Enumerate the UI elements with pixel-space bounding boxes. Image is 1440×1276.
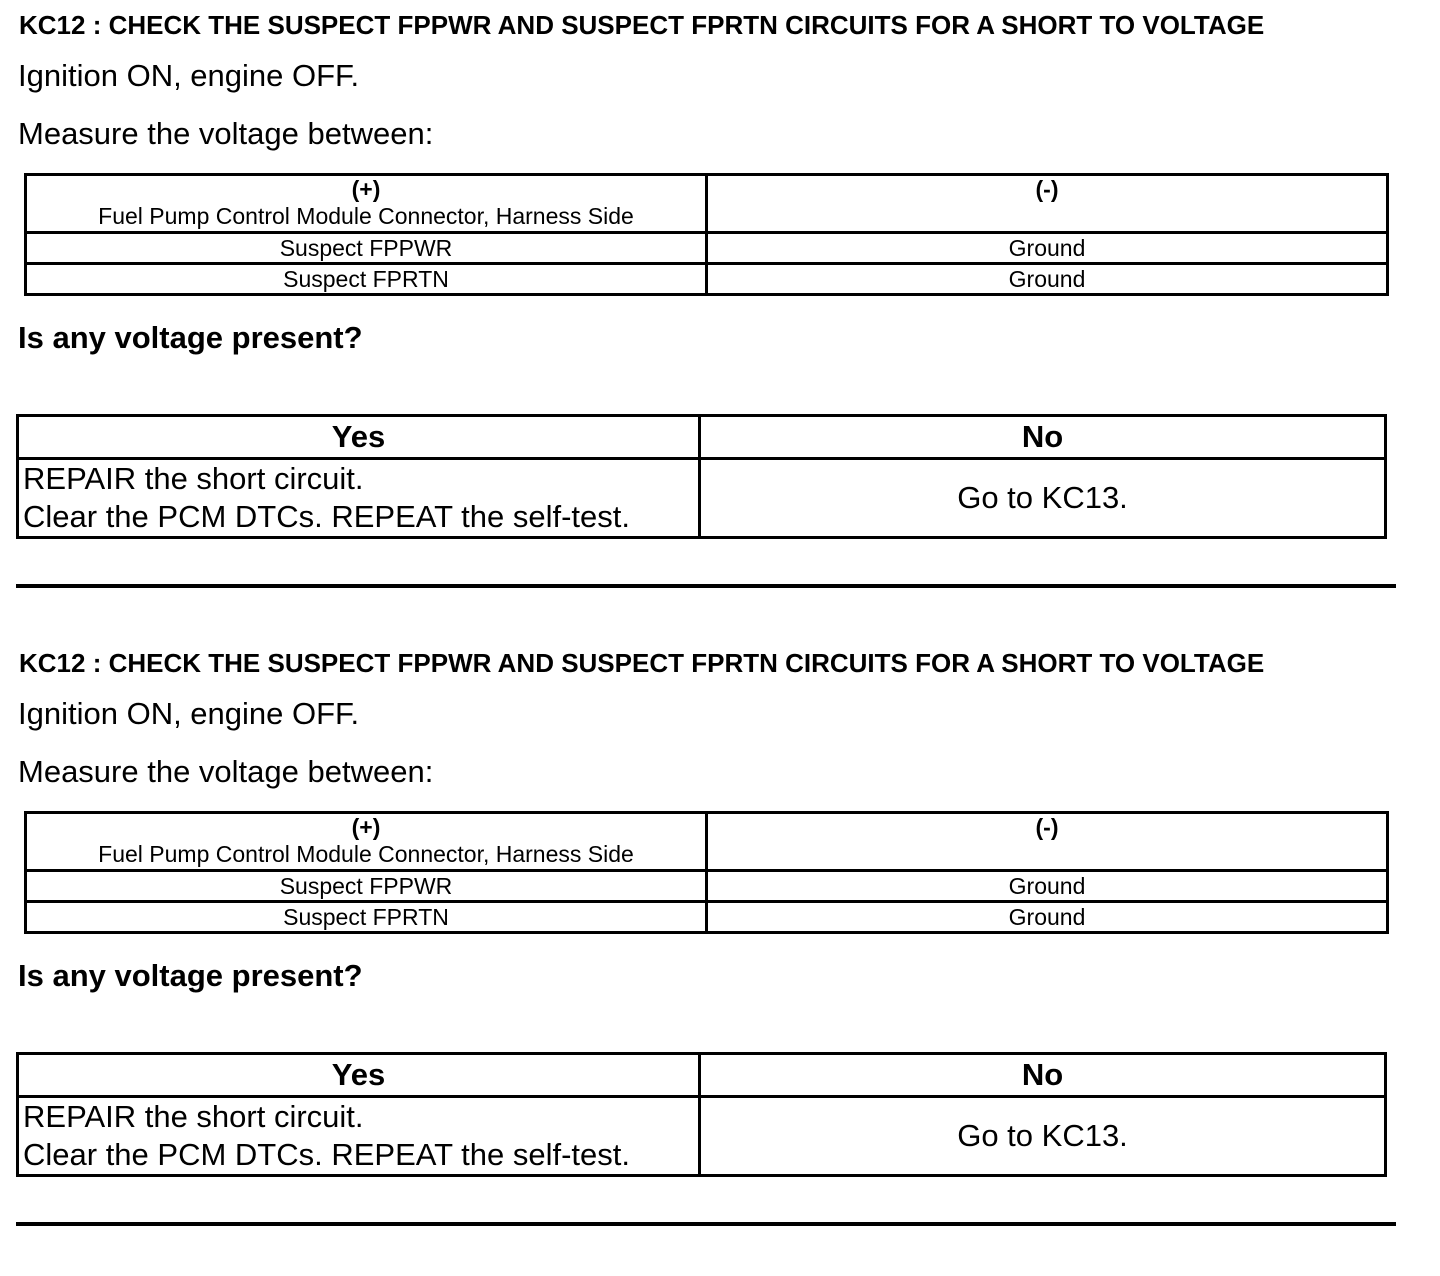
no-action: Go to KC13. [700,459,1386,538]
no-header: No [700,416,1386,459]
result-table-header [18,1054,1386,1097]
test-question: Is any voltage present? [18,320,363,355]
positive-cell: Suspect FPRTN [26,902,707,933]
measurement-table-header [26,175,1388,233]
positive-symbol: (+) [351,814,381,840]
test-condition: Ignition ON, engine OFF. [18,696,360,731]
table-row [26,902,1388,933]
table-row [26,233,1388,264]
measure-instruction: Measure the voltage between: [18,754,434,789]
result-table [16,414,1387,539]
yes-action [18,1097,700,1176]
positive-lead-label: Fuel Pump Control Module Connector, Harness Side [98,203,634,229]
negative-symbol: (-) [1035,176,1059,202]
yes-header: Yes [18,1054,700,1097]
negative-symbol: (-) [1035,814,1059,840]
measurement-table [24,811,1389,934]
result-table-header [18,416,1386,459]
yes-header: Yes [18,416,700,459]
negative-lead-header [707,813,1388,871]
negative-lead-header [707,175,1388,233]
yes-action-line: REPAIR the short circuit. [23,461,364,496]
result-table-row [18,459,1386,538]
table-row [26,871,1388,902]
yes-action-line: Clear the PCM DTCs. REPEAT the self-test. [23,1137,630,1172]
positive-lead-header [26,813,707,871]
measurement-table [24,173,1389,296]
yes-action-line: REPAIR the short circuit. [23,1099,364,1134]
step-title: KC12 : CHECK THE SUSPECT FPPWR AND SUSPECT FPRTN CIRCUITS FOR A SHORT TO VOLTAGE [19,648,1265,678]
negative-cell: Ground [707,902,1388,933]
negative-cell: Ground [707,871,1388,902]
no-action: Go to KC13. [700,1097,1386,1176]
result-table-row [18,1097,1386,1176]
positive-lead-header [26,175,707,233]
no-header: No [700,1054,1386,1097]
result-table [16,1052,1387,1177]
negative-cell: Ground [707,264,1388,295]
section-divider [16,1222,1396,1226]
positive-cell: Suspect FPPWR [26,233,707,264]
section-divider [16,584,1396,588]
procedure-section-2 [0,638,1440,1276]
measurement-table-header [26,813,1388,871]
positive-cell: Suspect FPPWR [26,871,707,902]
positive-lead-label: Fuel Pump Control Module Connector, Harness Side [98,841,634,867]
yes-action-line: Clear the PCM DTCs. REPEAT the self-test. [23,499,630,534]
step-title: KC12 : CHECK THE SUSPECT FPPWR AND SUSPECT FPRTN CIRCUITS FOR A SHORT TO VOLTAGE [19,10,1265,40]
negative-cell: Ground [707,233,1388,264]
test-condition: Ignition ON, engine OFF. [18,58,360,93]
yes-action [18,459,700,538]
test-question: Is any voltage present? [18,958,363,993]
measure-instruction: Measure the voltage between: [18,116,434,151]
table-row [26,264,1388,295]
positive-symbol: (+) [351,176,381,202]
positive-cell: Suspect FPRTN [26,264,707,295]
